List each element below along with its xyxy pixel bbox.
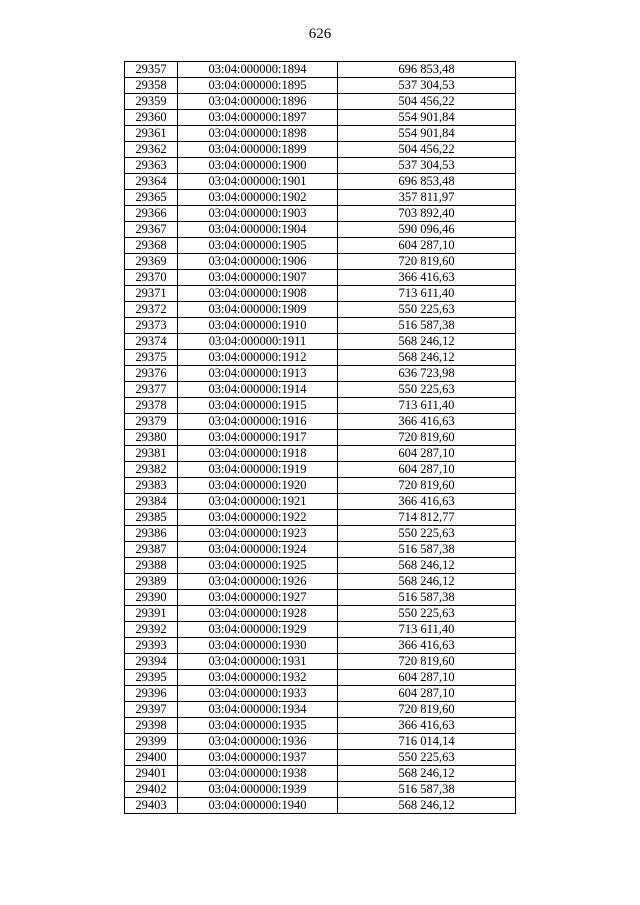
table-row [125, 94, 516, 110]
row-number-cell: 29358 [125, 78, 178, 94]
table-row [125, 382, 516, 398]
table-row [125, 158, 516, 174]
row-number-cell: 29403 [125, 798, 178, 814]
cadastral-value-cell: 604 287,10 [338, 462, 516, 478]
row-number-cell: 29372 [125, 302, 178, 318]
row-number-cell: 29373 [125, 318, 178, 334]
cadastral-value-cell: 516 587,38 [338, 318, 516, 334]
cadastral-value-cell: 720 819,60 [338, 478, 516, 494]
cadastral-number-cell: 03:04:000000:1907 [178, 270, 338, 286]
cadastral-value-cell: 550 225,63 [338, 526, 516, 542]
row-number-cell: 29359 [125, 94, 178, 110]
cadastral-number-cell: 03:04:000000:1934 [178, 702, 338, 718]
cadastral-value-cell: 604 287,10 [338, 446, 516, 462]
cadastral-number-cell: 03:04:000000:1898 [178, 126, 338, 142]
cadastral-number-cell: 03:04:000000:1896 [178, 94, 338, 110]
row-number-cell: 29369 [125, 254, 178, 270]
row-number-cell: 29371 [125, 286, 178, 302]
row-number-cell: 29365 [125, 190, 178, 206]
row-number-cell: 29383 [125, 478, 178, 494]
cadastral-number-cell: 03:04:000000:1931 [178, 654, 338, 670]
row-number-cell: 29402 [125, 782, 178, 798]
row-number-cell: 29379 [125, 414, 178, 430]
cadastral-value-cell: 550 225,63 [338, 606, 516, 622]
table-row [125, 766, 516, 782]
table-row [125, 798, 516, 814]
cadastral-value-cell: 604 287,10 [338, 670, 516, 686]
cadastral-number-cell: 03:04:000000:1908 [178, 286, 338, 302]
table-row [125, 686, 516, 702]
cadastral-number-cell: 03:04:000000:1929 [178, 622, 338, 638]
row-number-cell: 29375 [125, 350, 178, 366]
cadastral-number-cell: 03:04:000000:1932 [178, 670, 338, 686]
cadastral-value-cell: 720 819,60 [338, 254, 516, 270]
cadastral-value-cell: 357 811,97 [338, 190, 516, 206]
table-row [125, 110, 516, 126]
cadastral-number-cell: 03:04:000000:1918 [178, 446, 338, 462]
cadastral-value-cell: 568 246,12 [338, 558, 516, 574]
table-row [125, 254, 516, 270]
cadastral-value-cell: 366 416,63 [338, 638, 516, 654]
cadastral-value-cell: 713 611,40 [338, 286, 516, 302]
table-row [125, 702, 516, 718]
cadastral-number-cell: 03:04:000000:1924 [178, 542, 338, 558]
row-number-cell: 29396 [125, 686, 178, 702]
cadastral-number-cell: 03:04:000000:1933 [178, 686, 338, 702]
table-row [125, 174, 516, 190]
row-number-cell: 29393 [125, 638, 178, 654]
cadastral-number-cell: 03:04:000000:1917 [178, 430, 338, 446]
table-row [125, 302, 516, 318]
row-number-cell: 29380 [125, 430, 178, 446]
row-number-cell: 29377 [125, 382, 178, 398]
cadastral-value-cell: 516 587,38 [338, 590, 516, 606]
table-row [125, 78, 516, 94]
cadastral-number-cell: 03:04:000000:1894 [178, 62, 338, 78]
row-number-cell: 29361 [125, 126, 178, 142]
row-number-cell: 29386 [125, 526, 178, 542]
row-number-cell: 29387 [125, 542, 178, 558]
table-row [125, 462, 516, 478]
row-number-cell: 29391 [125, 606, 178, 622]
row-number-cell: 29376 [125, 366, 178, 382]
cadastral-number-cell: 03:04:000000:1919 [178, 462, 338, 478]
row-number-cell: 29366 [125, 206, 178, 222]
cadastral-number-cell: 03:04:000000:1913 [178, 366, 338, 382]
cadastral-value-cell: 713 611,40 [338, 398, 516, 414]
table-row [125, 782, 516, 798]
table-row [125, 670, 516, 686]
row-number-cell: 29385 [125, 510, 178, 526]
cadastral-number-cell: 03:04:000000:1911 [178, 334, 338, 350]
cadastral-value-cell: 716 014,14 [338, 734, 516, 750]
row-number-cell: 29382 [125, 462, 178, 478]
cadastral-number-cell: 03:04:000000:1906 [178, 254, 338, 270]
cadastral-number-cell: 03:04:000000:1935 [178, 718, 338, 734]
cadastral-number-cell: 03:04:000000:1916 [178, 414, 338, 430]
table-row [125, 142, 516, 158]
cadastral-number-cell: 03:04:000000:1914 [178, 382, 338, 398]
cadastral-number-cell: 03:04:000000:1895 [178, 78, 338, 94]
row-number-cell: 29368 [125, 238, 178, 254]
row-number-cell: 29388 [125, 558, 178, 574]
row-number-cell: 29400 [125, 750, 178, 766]
table-row [125, 590, 516, 606]
cadastral-value-cell: 568 246,12 [338, 350, 516, 366]
cadastral-value-cell: 537 304,53 [338, 158, 516, 174]
cadastral-value-cell: 504 456,22 [338, 142, 516, 158]
table-row [125, 126, 516, 142]
table-row [125, 238, 516, 254]
table-row [125, 478, 516, 494]
row-number-cell: 29392 [125, 622, 178, 638]
table-row [125, 654, 516, 670]
cadastral-value-cell: 516 587,38 [338, 782, 516, 798]
cadastral-number-cell: 03:04:000000:1938 [178, 766, 338, 782]
cadastral-value-cell: 568 246,12 [338, 798, 516, 814]
cadastral-value-cell: 516 587,38 [338, 542, 516, 558]
cadastral-value-cell: 550 225,63 [338, 302, 516, 318]
cadastral-number-cell: 03:04:000000:1901 [178, 174, 338, 190]
cadastral-value-cell: 366 416,63 [338, 414, 516, 430]
table-row [125, 542, 516, 558]
cadastral-number-cell: 03:04:000000:1915 [178, 398, 338, 414]
cadastral-value-cell: 713 611,40 [338, 622, 516, 638]
row-number-cell: 29395 [125, 670, 178, 686]
cadastral-value-cell: 537 304,53 [338, 78, 516, 94]
row-number-cell: 29378 [125, 398, 178, 414]
row-number-cell: 29389 [125, 574, 178, 590]
cadastral-value-cell: 720 819,60 [338, 654, 516, 670]
row-number-cell: 29381 [125, 446, 178, 462]
cadastral-value-cell: 550 225,63 [338, 750, 516, 766]
cadastral-number-cell: 03:04:000000:1937 [178, 750, 338, 766]
row-number-cell: 29394 [125, 654, 178, 670]
cadastral-number-cell: 03:04:000000:1927 [178, 590, 338, 606]
row-number-cell: 29362 [125, 142, 178, 158]
cadastral-value-cell: 696 853,48 [338, 62, 516, 78]
cadastral-number-cell: 03:04:000000:1903 [178, 206, 338, 222]
row-number-cell: 29397 [125, 702, 178, 718]
cadastral-value-cell: 550 225,63 [338, 382, 516, 398]
cadastral-value-cell: 590 096,46 [338, 222, 516, 238]
table-row [125, 366, 516, 382]
cadastral-value-cell: 568 246,12 [338, 334, 516, 350]
table-row [125, 270, 516, 286]
cadastral-number-cell: 03:04:000000:1925 [178, 558, 338, 574]
cadastral-value-cell: 720 819,60 [338, 430, 516, 446]
row-number-cell: 29370 [125, 270, 178, 286]
cadastral-number-cell: 03:04:000000:1922 [178, 510, 338, 526]
cadastral-number-cell: 03:04:000000:1899 [178, 142, 338, 158]
row-number-cell: 29390 [125, 590, 178, 606]
table-row [125, 206, 516, 222]
table-row [125, 334, 516, 350]
cadastral-value-cell: 720 819,60 [338, 702, 516, 718]
cadastral-value-cell: 714 812,77 [338, 510, 516, 526]
table-row [125, 190, 516, 206]
cadastral-number-cell: 03:04:000000:1928 [178, 606, 338, 622]
cadastral-value-table [124, 61, 516, 814]
cadastral-number-cell: 03:04:000000:1900 [178, 158, 338, 174]
table-row [125, 414, 516, 430]
table-row [125, 526, 516, 542]
table-row [125, 558, 516, 574]
table-row [125, 222, 516, 238]
cadastral-value-cell: 636 723,98 [338, 366, 516, 382]
cadastral-number-cell: 03:04:000000:1926 [178, 574, 338, 590]
table-row [125, 718, 516, 734]
cadastral-number-cell: 03:04:000000:1923 [178, 526, 338, 542]
cadastral-number-cell: 03:04:000000:1921 [178, 494, 338, 510]
row-number-cell: 29360 [125, 110, 178, 126]
table-row [125, 430, 516, 446]
table-row [125, 446, 516, 462]
table-row [125, 574, 516, 590]
table-row [125, 510, 516, 526]
cadastral-value-cell: 554 901,84 [338, 126, 516, 142]
cadastral-number-cell: 03:04:000000:1930 [178, 638, 338, 654]
cadastral-number-cell: 03:04:000000:1905 [178, 238, 338, 254]
cadastral-number-cell: 03:04:000000:1920 [178, 478, 338, 494]
cadastral-value-cell: 568 246,12 [338, 574, 516, 590]
cadastral-value-cell: 504 456,22 [338, 94, 516, 110]
table-row [125, 318, 516, 334]
cadastral-value-cell: 554 901,84 [338, 110, 516, 126]
cadastral-value-cell: 366 416,63 [338, 718, 516, 734]
cadastral-value-cell: 568 246,12 [338, 766, 516, 782]
table-row [125, 398, 516, 414]
row-number-cell: 29399 [125, 734, 178, 750]
table-row [125, 62, 516, 78]
cadastral-value-cell: 604 287,10 [338, 686, 516, 702]
table-row [125, 638, 516, 654]
row-number-cell: 29364 [125, 174, 178, 190]
cadastral-number-cell: 03:04:000000:1909 [178, 302, 338, 318]
row-number-cell: 29363 [125, 158, 178, 174]
cadastral-value-cell: 696 853,48 [338, 174, 516, 190]
cadastral-number-cell: 03:04:000000:1940 [178, 798, 338, 814]
table-body [125, 62, 516, 814]
row-number-cell: 29401 [125, 766, 178, 782]
cadastral-number-cell: 03:04:000000:1904 [178, 222, 338, 238]
cadastral-value-cell: 366 416,63 [338, 270, 516, 286]
page-number: 626 [308, 26, 332, 42]
cadastral-number-cell: 03:04:000000:1910 [178, 318, 338, 334]
row-number-cell: 29374 [125, 334, 178, 350]
row-number-cell: 29384 [125, 494, 178, 510]
cadastral-number-cell: 03:04:000000:1936 [178, 734, 338, 750]
table-row [125, 750, 516, 766]
row-number-cell: 29357 [125, 62, 178, 78]
cadastral-number-cell: 03:04:000000:1897 [178, 110, 338, 126]
cadastral-value-cell: 366 416,63 [338, 494, 516, 510]
cadastral-number-cell: 03:04:000000:1912 [178, 350, 338, 366]
table-row [125, 494, 516, 510]
table-row [125, 606, 516, 622]
row-number-cell: 29398 [125, 718, 178, 734]
cadastral-number-cell: 03:04:000000:1939 [178, 782, 338, 798]
cadastral-value-cell: 703 892,40 [338, 206, 516, 222]
table-row [125, 734, 516, 750]
table-row [125, 350, 516, 366]
row-number-cell: 29367 [125, 222, 178, 238]
table-row [125, 622, 516, 638]
cadastral-number-cell: 03:04:000000:1902 [178, 190, 338, 206]
cadastral-value-cell: 604 287,10 [338, 238, 516, 254]
table-row [125, 286, 516, 302]
